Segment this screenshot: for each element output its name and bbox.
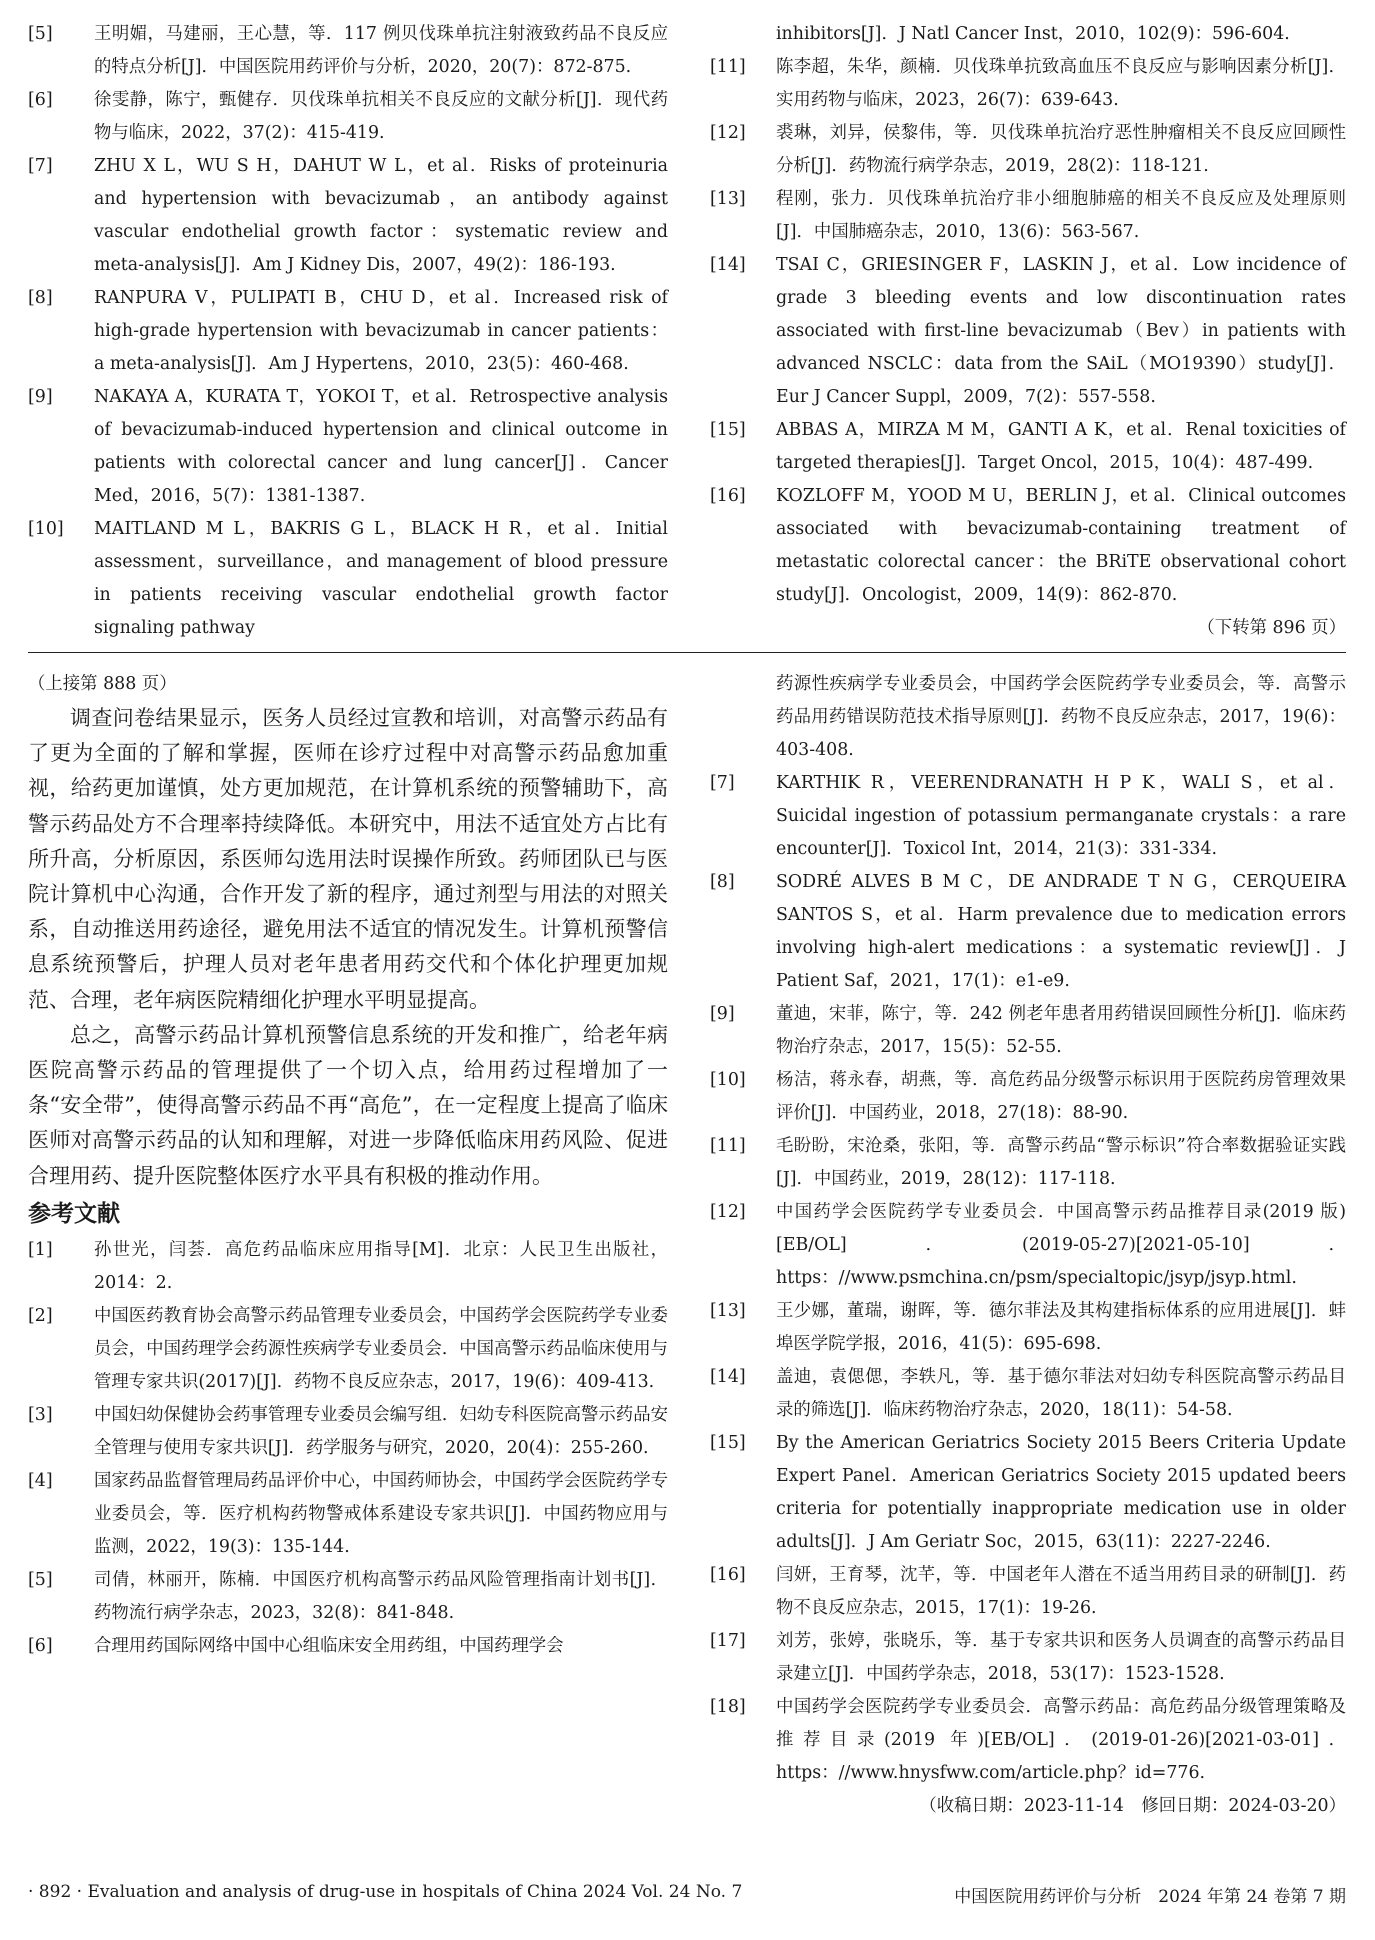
continued-note: （下转第 896 页）: [1197, 618, 1346, 638]
reference-item: [16] 闫妍，王育琴，沈芊，等．中国老年人潜在不适当用药目录的研制[J]．药物不良反应杂志，2015，17(1)：19-26.: [710, 1565, 1346, 1618]
reference-item: [9] NAKAYA A，KURATA T，YOKOI T，et al．Retrospective analysis of bevacizumab-induced hypertension and clinical outcome in patients with colorectal cancer and lung cancer[J]．Cancer Med，2016，5(7)：1381-1387.: [28, 387, 668, 506]
reference-item: [7] ZHU X L，WU S H，DAHUT W L，et al．Risks of proteinuria and hypertension with bevacizumab，an antibody against vascular endothelial growth factor：systematic review and meta-analysis[J]．Am J Kidney Dis，2007，49(2)：186-193.: [28, 156, 668, 275]
continued-from-note: （上接第 888 页）: [28, 674, 177, 694]
reference-item: [10] MAITLAND M L，BAKRIS G L，BLACK H R，et al．Initial assessment，surveillance，and management of blood pressure in patients receiving vascular endothelial growth factor signaling pathway: [28, 519, 668, 638]
reference-item: [16] KOZLOFF M，YOOD M U，BERLIN J，et al．Clinical outcomes associated with bevacizumab-containing treatment of metastatic colorectal cancer：the BRiTE observational cohort study[J]．Oncologist，2009，14(9)：862-870.: [710, 486, 1346, 605]
bottom-left-column: [28, 668, 668, 1663]
bottom-right-column: [710, 668, 1346, 1823]
reference-item: [11] 陈李超，朱华，颜楠．贝伐珠单抗致高血压不良反应与影响因素分析[J]．实用药物与临床，2023，26(7)：639-643.: [710, 57, 1346, 110]
reference-item: [9] 董迪，宋菲，陈宁，等．242 例老年患者用药错误回顾性分析[J]．临床药物治疗杂志，2017，15(5)：52-55.: [710, 1004, 1346, 1057]
reference-item: [5] 司倩，林丽开，陈楠．中国医疗机构高警示药品风险管理指南计划书[J]．药物流行病学杂志，2023，32(8)：841-848.: [28, 1569, 668, 1623]
reference-item: [10] 杨洁，蒋永春，胡燕，等．高危药品分级警示标识用于医院药房管理效果评价[J]．中国药业，2018，27(18)：88-90.: [710, 1070, 1346, 1123]
reference-item: [3] 中国妇幼保健协会药事管理专业委员会编写组．妇幼专科医院高警示药品安全管理与使用专家共识[J]．药学服务与研究，2020，20(4)：255-260.: [28, 1404, 668, 1458]
reference-item: [11] 毛盼盼，宋沧桑，张阳，等．高警示药品“警示标识”符合率数据验证实践[J]．中国药业，2019，28(12)：117-118.: [710, 1136, 1346, 1189]
reference-item: [8] RANPURA V，PULIPATI B，CHU D，et al．Increased risk of high-grade hypertension with bevacizumab in cancer patients：a meta-analysis[J]．Am J Hypertens，2010，23(5)：460-468.: [28, 288, 668, 374]
top-left-column: [28, 18, 668, 645]
reference-continuation: 药源性疾病学专业委员会，中国药学会医院药学专业委员会，等．高警示药品用药错误防范技术指导原则[J]．药物不良反应杂志，2017，19(6)：403-408.: [776, 674, 1346, 760]
reference-item: [2] 中国医药教育协会高警示药品管理专业委员会，中国药学会医院药学专业委员会，中国药理学会药源性疾病学专业委员会．中国高警示药品临床使用与管理专家共识(2017)[J]．药物不良反应杂志，2017，19(6)：409-413.: [28, 1305, 668, 1392]
footer-left: · 892 · Evaluation and analysis of drug-use in hospitals of China 2024 Vol. 24 No. 7: [28, 1882, 743, 1902]
reference-continuation: inhibitors[J]．J Natl Cancer Inst，2010，102(9)：596-604.: [776, 24, 1290, 44]
received-date: （收稿日期：2023-11-14 修回日期：2024-03-20）: [919, 1796, 1346, 1816]
references-heading: 参考文献: [28, 1200, 120, 1227]
reference-item: [17] 刘芳，张婷，张晓乐，等．基于专家共识和医务人员调查的高警示药品目录建立[J]．中国药学杂志，2018，53(17)：1523-1528.: [710, 1631, 1346, 1684]
reference-item: [12] 裘琳，刘异，侯黎伟，等．贝伐珠单抗治疗恶性肿瘤相关不良反应回顾性分析[J]．药物流行病学杂志，2019，28(2)：118-121.: [710, 123, 1346, 176]
reference-item: [1] 孙世光，闫荟．高危药品临床应用指导[M]．北京：人民卫生出版社，2014：2.: [28, 1239, 668, 1293]
reference-item: [8] SODRÉ ALVES B M C，DE ANDRADE T N G，CERQUEIRA SANTOS S，et al．Harm prevalence due to medication errors involving high-alert medications：a systematic review[J]．J Patient Saf，2021，17(1)：e1-e9.: [710, 872, 1346, 991]
reference-item: [13] 王少娜，董瑞，谢晖，等．德尔菲法及其构建指标体系的应用进展[J]．蚌埠医学院学报，2016，41(5)：695-698.: [710, 1301, 1346, 1354]
page-footer: [28, 1882, 1346, 1907]
top-right-column: [710, 18, 1346, 645]
reference-item: [15] ABBAS A，MIRZA M M，GANTI A K，et al．Renal toxicities of targeted therapies[J]．Target Oncol，2015，10(4)：487-499.: [710, 420, 1346, 473]
reference-item: [13] 程刚，张力．贝伐珠单抗治疗非小细胞肺癌的相关不良反应及处理原则[J]．中国肺癌杂志，2010，13(6)：563-567.: [710, 189, 1346, 242]
reference-item: [15] By the American Geriatrics Society 2015 Beers Criteria Update Expert Panel．American Geriatrics Society 2015 updated beers criteria for potentially inappropriate medication use in older adults[J]．J Am Geriatr Soc，2015，63(11)：2227-2246.: [710, 1433, 1346, 1552]
reference-item: [6] 合理用药国际网络中国中心组临床安全用药组，中国药理学会: [28, 1635, 564, 1656]
reference-item: [7] KARTHIK R，VEERENDRANATH H P K，WALI S，et al．Suicidal ingestion of potassium permanganate crystals：a rare encounter[J]．Toxicol Int，2014，21(3)：331-334.: [710, 773, 1346, 859]
reference-item: [12] 中国药学会医院药学专业委员会．中国高警示药品推荐目录(2019 版)[EB/OL]．(2019-05-27)[2021-05-10]．https：//www.psmchina.cn/psm/specialtopic/jsyp/jsyp.html.: [710, 1202, 1346, 1288]
section-divider: [28, 652, 1346, 653]
reference-item: [14] 盖迪，袁偲偲，李轶凡，等．基于德尔菲法对妇幼专科医院高警示药品目录的筛选[J]．临床药物治疗杂志，2020，18(11)：54-58.: [710, 1367, 1346, 1420]
footer-right: 中国医院用药评价与分析 2024 年第 24 卷第 7 期: [954, 1887, 1346, 1907]
reference-item: [4] 国家药品监督管理局药品评价中心，中国药师协会，中国药学会医院药学专业委员会，等．医疗机构药物警戒体系建设专家共识[J]．中国药物应用与监测，2022，19(3)：135-144.: [28, 1470, 668, 1557]
body-paragraph: 调查问卷结果显示，医务人员经过宣教和培训，对高警示药品有了更为全面的了解和掌握，医师在诊疗过程中对高警示药品愈加重视，给药更加谨慎，处方更加规范，在计算机系统的预警辅助下，高警示药品处方不合理率持续降低。本研究中，用法不适宜处方占比有所升高，分析原因，系医师勾选用法时误操作所致。药师团队已与医院计算机中心沟通，合作开发了新的程序，通过剂型与用法的对照关系，自动推送用药途径，避免用法不适宜的情况发生。计算机预警信息系统预警后，护理人员对老年患者用药交代和个体化护理更加规范、合理，老年病医院精细化护理水平明显提高。: [28, 706, 668, 1012]
reference-item: [18] 中国药学会医院药学专业委员会．高警示药品：高危药品分级管理策略及推荐目录(2019 年)[EB/OL]．(2019-01-26)[2021-03-01]．https：//www.hnysfww.com/article.php？id=776.: [710, 1697, 1346, 1783]
reference-item: [6] 徐雯静，陈宁，甄健存．贝伐珠单抗相关不良反应的文献分析[J]．现代药物与临床，2022，37(2)：415-419.: [28, 90, 668, 143]
reference-item: [14] TSAI C，GRIESINGER F，LASKIN J，et al．Low incidence of grade 3 bleeding events and low discontinuation rates associated with first-line bevacizumab（Bev）in patients with advanced NSCLC：data from the SAiL（MO19390）study[J]．Eur J Cancer Suppl，2009，7(2)：557-558.: [710, 255, 1346, 407]
reference-item: [5] 王明媚，马建丽，王心慧，等．117 例贝伐珠单抗注射液致药品不良反应的特点分析[J]．中国医院用药评价与分析，2020，20(7)：872-875.: [28, 24, 668, 77]
body-paragraph: 总之，高警示药品计算机预警信息系统的开发和推广，给老年病医院高警示药品的管理提供了一个切入点，给用药过程增加了一条“安全带”，使得高警示药品不再“高危”，在一定程度上提高了临床医师对高警示药品的认知和理解，对进一步降低临床用药风险、促进合理用药、提升医院整体医疗水平具有积极的推动作用。: [28, 1022, 668, 1188]
